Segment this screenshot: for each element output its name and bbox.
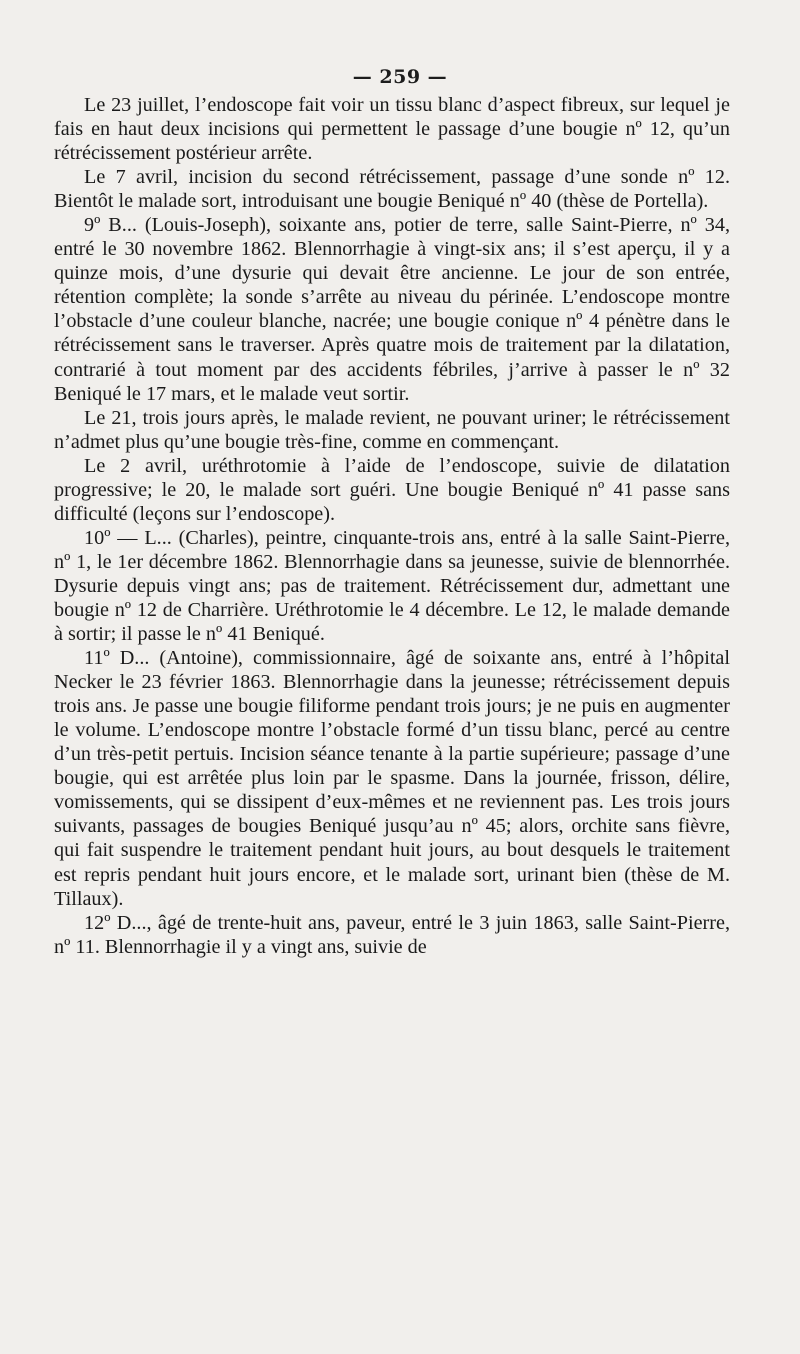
paragraph-incision-april: Le 7 avril, incision du second rétrécissement, passage d’une sonde nº 12. Bientôt le malade sort, introduisant une bougie Beniqué nº 40 (thèse de Portella). bbox=[54, 166, 730, 213]
page-number: — 259 — bbox=[352, 66, 448, 88]
paragraph-endoscope-july: Le 23 juillet, l’endoscope fait voir un tissu blanc d’aspect fibreux, sur lequel je fais en haut deux incisions qui permettent le passage d’une bougie nº 12, qu’un rétrécissement postérieur arrête. bbox=[54, 94, 730, 165]
paragraph-case-9: 9º B... (Louis-Joseph), soixante ans, potier de terre, salle Saint-Pierre, nº 34, entré le 30 novembre 1862. Blennorrhagie à vingt-six ans; il s’est aperçu, il y a quinze mois, d’une dysurie qui devait être ancienne. Le jour de son entrée, rétention complète; la sonde s’arrête au niveau du périnée. L’endoscope montre l’obstacle d’une couleur blanche, nacrée; une bougie conique nº 4 pénètre dans le rétrécissement sans le traverser. Après quatre mois de traitement par la dilatation, contrarié à tout moment par des accidents fébriles, j’arrive à passer le nº 32 Beniqué le 17 mars, et le malade veut sortir. bbox=[54, 214, 730, 405]
paragraph-case-9-urethrotomy: Le 2 avril, uréthrotomie à l’aide de l’endoscope, suivie de dilatation progressive; le 20, le malade sort guéri. Une bougie Beniqué nº 41 passe sans difficulté (leçons sur l’endoscope). bbox=[54, 454, 730, 525]
paragraph-case-9-return: Le 21, trois jours après, le malade revient, ne pouvant uriner; le rétrécissement n’admet plus qu’une bougie très-fine, comme en commençant. bbox=[54, 406, 730, 453]
paragraph-case-12: 12º D..., âgé de trente-huit ans, paveur, entré le 3 juin 1863, salle Saint-Pierre, nº 11. Blennorrhagie il y a vingt ans, suivie de bbox=[54, 911, 730, 958]
body-text bbox=[54, 93, 730, 959]
paragraph-case-11: 11º D... (Antoine), commissionnaire, âgé de soixante ans, entré à l’hôpital Necker le 23 février 1863. Blennorrhagie dans la jeunesse; rétrécissement depuis trois ans. Je passe une bougie filiforme pendant trois jours; je ne puis en augmenter le volume. L’endoscope montre l’obstacle formé d’un tissu blanc, percé au centre d’un très-petit pertuis. Incision séance tenante à la partie supérieure; passage d’une bougie, qui est arrêtée plus loin par le spasme. Dans la journée, frisson, délire, vomissements, qui se dissipent d’eux-mêmes et ne reviennent pas. Les trois jours suivants, passages de bougies Beniqué jusqu’au nº 45; alors, orchite sans fièvre, qui fait suspendre le traitement pendant huit jours, au bout desquels le traitement est repris pendant huit jours encore, et le malade sort, urinant bien (thèse de M. Tillaux). bbox=[54, 647, 730, 910]
paragraph-case-10: 10º — L... (Charles), peintre, cinquante-trois ans, entré à la salle Saint-Pierre, nº 1, le 1er décembre 1862. Blennorrhagie dans sa jeunesse, suivie de blennorrhée. Dysurie depuis vingt ans; pas de traitement. Rétrécissement dur, admettant une bougie nº 12 de Charrière. Uréthrotomie le 4 décembre. Le 12, le malade demande à sortir; il passe le nº 41 Beniqué. bbox=[54, 526, 730, 646]
